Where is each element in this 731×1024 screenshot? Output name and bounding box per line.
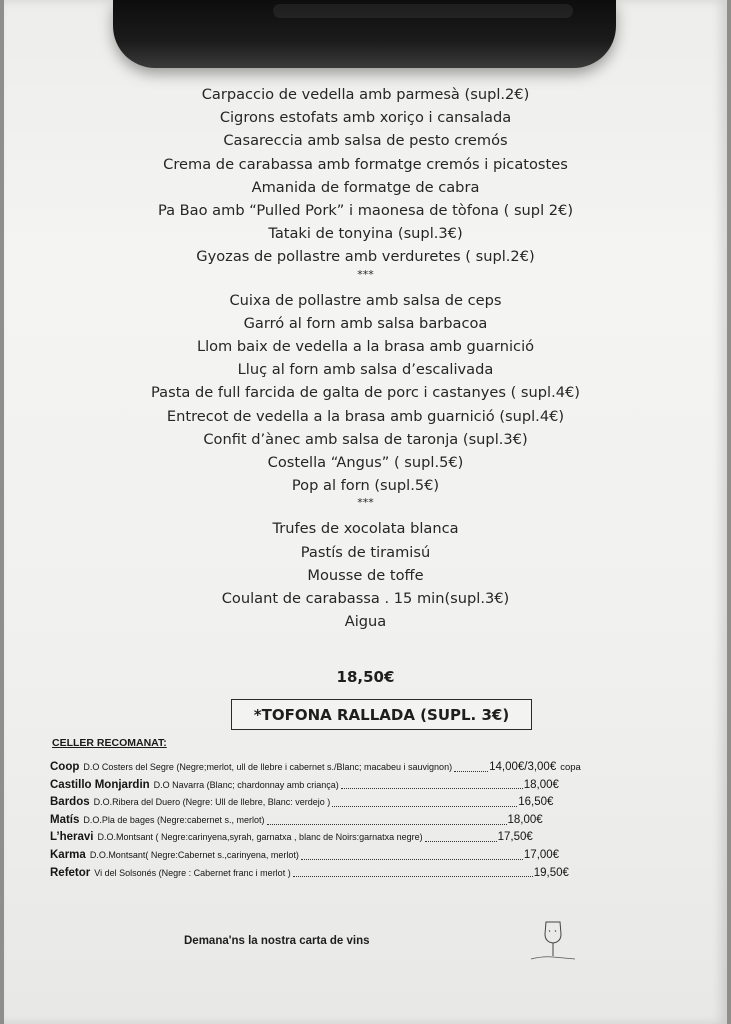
menu-item: Crema de carabassa amb formatge cremós i picatostes [163, 155, 568, 173]
wine-price: 17,00€ [523, 848, 560, 861]
dot-leader [267, 824, 507, 825]
wine-name: L’heravi [50, 831, 94, 844]
wine-row [50, 796, 725, 814]
menu-item: Amanida de formatge de cabra [251, 178, 480, 196]
dot-leader [332, 806, 517, 807]
menu-item: Costella “Angus” ( supl.5€) [267, 454, 464, 472]
menu-item: Cigrons estofats amb xoriço i cansalada [219, 109, 512, 127]
menu-item: Trufes de xocolata blanca [272, 520, 459, 538]
menu-item: Llom baix de vedella a la brasa amb guarnició [196, 338, 535, 356]
section-separator: *** [357, 496, 374, 510]
wine-description: D.O.Montsant( Negre:Cabernet s.,carinyena, merlot) [89, 849, 299, 860]
menu-item: Lluç al forn amb salsa d’escalivada [237, 361, 494, 379]
menu-item: Confit d’ànec amb salsa de taronja (supl.3€) [203, 430, 528, 448]
mains-section [0, 289, 731, 498]
menu-item: Entrecot de vedella a la brasa amb guarnició (supl.4€) [166, 407, 565, 425]
wine-description: D.O.Ribera del Duero (Negre: Ull de llebre, Blanc: verdejo ) [93, 797, 331, 808]
menu-item: Pop al forn (supl.5€) [291, 477, 440, 495]
tofona-supplement-box [231, 699, 532, 730]
wine-description: D.O Navarra (Blanc; chardonnay amb criança) [153, 779, 339, 790]
wine-name: Matís [50, 813, 80, 826]
dot-leader [293, 876, 533, 877]
menu-price: 18,50€ [336, 668, 395, 686]
wine-name: Coop [50, 761, 80, 773]
dot-leader [425, 841, 497, 842]
wine-description: D.O Costers del Segre (Negre;merlot, ull de llebre i cabernet s./Blanc; macabeu i sauvignon) [83, 762, 453, 772]
wine-price: 18,00€ [523, 778, 559, 791]
celler-title: CELLER RECOMANAT: [52, 737, 167, 749]
wine-description: Vi del Solsonés (Negre : Cabernet franc i merlot ) [94, 867, 291, 878]
wine-price: 16,50€ [518, 796, 554, 809]
wine-name: Castillo Monjardin [50, 778, 150, 791]
dot-leader [454, 771, 488, 772]
wine-name: Bardos [50, 796, 90, 809]
menu-item: Pasta de full farcida de galta de porc i castanyes ( supl.4€) [151, 384, 580, 402]
tofona-label: *TOFONA RALLADA (SUPL. 3€) [253, 705, 510, 724]
wine-description: D.O.Pla de bages (Negre:cabernet s., merlot) [83, 814, 265, 825]
wine-price: 14,00€/3,00€ [489, 761, 557, 773]
wine-glass-label: copa [560, 762, 581, 773]
menu-item: Mousse de toffe [307, 566, 424, 584]
wine-row [50, 831, 725, 849]
dot-leader [301, 859, 523, 860]
menu-item: Aigua [344, 613, 387, 631]
wine-price: 17,50€ [497, 831, 533, 844]
wine-row [50, 761, 725, 779]
menu-item: Cuixa de pollastre amb salsa de ceps [229, 291, 502, 309]
wine-description: D.O.Montsant ( Negre:carinyena,syrah, garnatxa , blanc de Noirs:garnatxa negre) [97, 832, 423, 843]
menu-item: Pa Bao amb “Pulled Pork” i maonesa de tòfona ( supl 2€) [157, 202, 574, 220]
wine-row [50, 814, 725, 832]
menu-item: Casareccia amb salsa de pesto cremós [223, 132, 508, 150]
menu-body [0, 83, 731, 633]
wine-price: 19,50€ [533, 866, 569, 879]
desserts-section [0, 517, 731, 633]
wine-card-note: Demana'ns la nostra carta de vins [184, 935, 370, 947]
wine-row [50, 849, 725, 867]
clipboard-clip [113, 0, 616, 68]
wine-row [50, 867, 725, 885]
section-separator: *** [357, 267, 374, 281]
wine-name: Karma [50, 848, 86, 861]
dot-leader [341, 788, 523, 789]
wine-list [50, 761, 725, 884]
wine-price: 18,00€ [507, 813, 543, 826]
menu-item: Carpaccio de vedella amb parmesà (supl.2€) [201, 86, 530, 103]
menu-item: Pastís de tiramisú [300, 543, 431, 561]
menu-item: Garró al forn amb salsa barbacoa [243, 314, 488, 332]
menu-item: Coulant de carabassa . 15 min(supl.3€) [221, 590, 510, 608]
wine-glass-icon [528, 918, 578, 964]
menu-item: Tataki de tonyina (supl.3€) [268, 225, 463, 243]
clip-shine [273, 4, 573, 18]
wine-row [50, 779, 725, 797]
menu-item: Gyozas de pollastre amb verduretes ( supl.2€) [196, 248, 535, 266]
starters-section [0, 83, 731, 269]
wine-name: Refetor [50, 866, 91, 879]
